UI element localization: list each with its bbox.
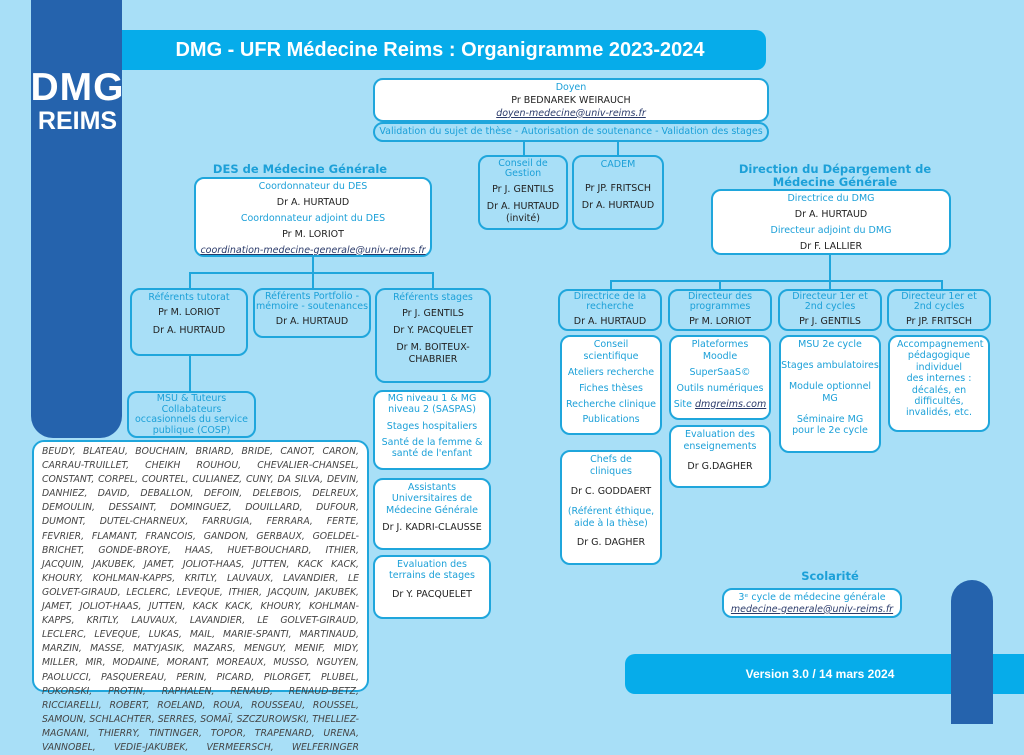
connector [610, 280, 612, 289]
directrice-recherche-label: Directrice de la recherche [573, 291, 647, 312]
referent-name: Pr M. LORIOT [158, 306, 220, 318]
conseil-gestion-name: Dr A. HURTAUD [486, 200, 560, 212]
mission-item: Conseil scientifique [583, 339, 639, 362]
eval-enseignements-label: Evaluation des enseignements [683, 429, 757, 452]
eval-terrains-label: Evaluation des terrains de stages [389, 559, 475, 582]
connector [189, 356, 191, 391]
conseil-gestion-box [478, 155, 568, 230]
eval-enseignements-box [669, 425, 771, 488]
programmes-missions-box [669, 335, 771, 420]
mission-item: Ateliers recherche [567, 366, 655, 378]
doyen-box [373, 78, 769, 122]
referents-stages-label: Référents stages [393, 292, 473, 303]
conseil-gestion-name: Pr J. GENTILS [492, 184, 554, 195]
chefs-cliniques-box [560, 450, 662, 565]
mission-item: Outils numériques [676, 382, 764, 394]
stage-types-box [373, 390, 491, 470]
scolarite-box [722, 588, 902, 618]
connector [432, 272, 434, 288]
des-adj-label: Coordonnateur adjoint du DES [240, 212, 386, 224]
directeur-cycles-name: Pr J. GENTILS [799, 316, 861, 327]
directeur-cycles-label: Directeur 1er et 2nd cycles [792, 291, 868, 312]
connector [829, 255, 831, 281]
assistants-name: Dr J. KADRI-CLAUSSE [382, 522, 482, 534]
conseil-gestion-label: Conseil de Gestion [498, 158, 548, 179]
site-line [671, 399, 769, 411]
scolarite-email-link[interactable]: medecine-generale@univ-reims.fr [730, 603, 894, 615]
mission-item: Recherche clinique [566, 398, 656, 410]
directeur-programmes-name: Pr M. LORIOT [689, 316, 751, 327]
referents-tutorat-box [130, 288, 248, 356]
direction-heading: Direction du Dépargement de Médecine Générale [738, 162, 932, 189]
direction-adj-label: Directeur adjoint du DMG [770, 224, 892, 236]
mission-item: MSU 2e cycle [798, 339, 862, 350]
doyen-name: Pr BEDNAREK WEIRAUCH [511, 94, 631, 106]
msu-tuteurs-label: MSU & Tuteurs Collabateurs occasionnels du service publique (COSP) [134, 393, 249, 436]
des-coord-name: Dr A. HURTAUD [276, 196, 350, 208]
mission-item: Fiches thèses [579, 382, 643, 394]
direction-adj-name: Dr F. LALLIER [799, 240, 863, 252]
msu-tuteurs-box [127, 391, 256, 438]
connector [941, 280, 943, 289]
directeur-cycles-label: Directeur 1er et 2nd cycles [901, 291, 977, 312]
referent-name: Dr Y. PACQUELET [393, 324, 473, 336]
scolarite-label: 3ᵉ cycle de médecine générale [738, 592, 886, 603]
referents-portfolio-box [253, 288, 371, 338]
chefs-cliniques-note: (Référent éthique, aide à la thèse) [567, 505, 655, 529]
connector [312, 272, 314, 288]
referent-name: Pr J. GENTILS [402, 307, 464, 319]
referent-name: Dr A. HURTAUD [152, 324, 226, 336]
doyen-label: Doyen [555, 82, 587, 93]
doyen-missions-text: Validation du sujet de thèse - Autorisation de soutenance - Validation des stages [379, 126, 763, 137]
mission-item: SuperSaaS© [689, 366, 751, 378]
footer-pillar [951, 580, 993, 724]
directeur-cycles-box [887, 289, 991, 331]
mission-item: Plateformes Moodle [691, 339, 749, 362]
referents-stages-box [375, 288, 491, 383]
stage-type: Santé de la femme & santé de l'enfant [381, 436, 483, 459]
cadem-name: Pr JP. FRITSCH [584, 182, 652, 194]
assistants-box [373, 478, 491, 550]
accompagnement-box [888, 335, 990, 432]
cadem-name: Dr A. HURTAUD [581, 199, 655, 211]
site-link[interactable]: dmgreims.com [695, 398, 767, 410]
version-label: Version 3.0 / 14 mars 2024 [745, 667, 895, 681]
directeur-programmes-label: Directeur des programmes [687, 291, 753, 312]
referents-tutorat-label: Référents tutorat [148, 292, 230, 303]
des-email-link[interactable]: coordination-medecine-generale@univ-reims.fr [200, 244, 426, 256]
des-heading: DES de Médecine Générale [212, 162, 388, 176]
direction-box [711, 189, 951, 255]
stage-type: MG niveau 1 & MG niveau 2 (SASPAS) [387, 393, 477, 415]
eval-enseignements-name: Dr G.DAGHER [687, 460, 753, 472]
des-coord-label: Coordonnateur du DES [258, 181, 368, 192]
mission-item: des internes : décalés, en difficultés, invalidés, etc. [905, 373, 973, 419]
eval-terrains-name: Dr Y. PACQUELET [392, 588, 472, 600]
connector [829, 280, 831, 289]
directeur-cycles-box [778, 289, 882, 331]
referents-portfolio-label: Référents Portfolio - mémoire - soutenances [255, 291, 369, 312]
direction-dir-name: Dr A. HURTAUD [794, 208, 868, 220]
referent-name: Dr M. BOITEUX-CHABRIER [396, 341, 470, 365]
chefs-cliniques-name: Dr C. GODDAERT [570, 485, 652, 497]
directrice-recherche-name: Dr A. HURTAUD [573, 316, 647, 327]
connector [610, 280, 943, 282]
logo-dmg: DMG [30, 66, 125, 109]
doyen-email-link[interactable]: doyen-medecine@univ-reims.fr [496, 107, 646, 119]
connector [312, 257, 314, 272]
connector [189, 272, 191, 288]
mission-item: Publications [582, 414, 640, 426]
page-title: DMG - UFR Médecine Reims : Organigramme 2023-2024 [175, 39, 705, 61]
referent-name: Dr A. HURTAUD [275, 316, 349, 327]
mission-item: Module optionnel MG [788, 380, 872, 404]
directrice-recherche-box [558, 289, 662, 331]
conseil-gestion-note: (invité) [506, 212, 540, 224]
direction-dir-label: Directrice du DMG [787, 193, 875, 204]
tutors-list: BEUDY, BLATEAU, BOUCHAIN, BRIARD, BRIDE, CANOT, CARON, CARRAU-TRUILLET, CHEIKH ROUHOU, CHEVALIER-CHANSEL, CONSTANT, CORPEL, COURTEL, CULIANEZ, CUNY, DA SILVA, DEVIN, DANHIEZ, DAVID, DEBALLON, DEFOIN, DELEBOIS, DELREUX, DEMOULIN, DESSAINT, DOMINGUEZ, DOUILLARD, DUFOUR, DUMONT, DUTEL-CHARNEUX, FARRUGIA, FERRARA, FERTE, FEVRIER, FLAMANT, FRANCOIS, GANDON, GERBAUX, GOELDEL-BRICHET, GONDE-BROYE, HAAS, HUET-BOUCHARD, ITHIER, JACQUIN, JAKUBEK, JAMET, JOLIOT-HAAS, JUTTEN, KACK KACK, KHOURY, KOHLMAN-KAPPS, KRITLY, LAUVAUX, LAVANDIER, LE GOLVET-GIRAUD, LECLERC, LEVEQUE, ITHIER, JACQUIN, JAKUBEK, JAMET, JOLIOT-HAAS, JUTTEN, KACK KACK, KHOURY, KOHLMAN-KAPPS, KRITLY, LAUVAUX, LAVANDIER, LE GOLVET-GIRAUD, LECLERC, LEVEQUE, LUKAS, MAIL, MARIE-SPANTI, MARTINAUD, MARZIN, MASSE, MATYJASIK, MAZARS, MENGUY, MENIF, MIDY, MILLER, MIR, MODAINE, MORANT, MOREAUX, MUSSO, NGUYEN, PAOLUCCI, PASQUEREAU, PERIN, PICARD, PILORGET, PLUBEL, POKORSKI, PROTIN, RAPHALEN, RENAUD, RENAUD-BETZ, RICCIARELLI, ROBERT, ROELAND, ROUA, ROUSSEAU, ROUSSEL, SAMOUN, SCHLACHTER, SERRES, SOMAÏ, SZCZUROWSKI, THELLIEZ-MAGNANI, THIERRY, TINTINGER, TOPOR, TRAPENARD, URENA, VANNOBEL, VEDIE-JAKUBEK, VERMEERSCH, WELFERINGER [32, 440, 369, 692]
directeur-programmes-box [668, 289, 772, 331]
cadem-label: CADEM [600, 159, 636, 170]
directeur-cycles-name: Pr JP. FRITSCH [905, 316, 973, 327]
doyen-missions [373, 122, 769, 142]
mission-item: Stages ambulatoires [781, 359, 879, 371]
cadem-box [572, 155, 664, 230]
connector [719, 280, 721, 289]
connector [523, 142, 525, 155]
des-coordination-box [194, 177, 432, 257]
mission-item: Séminaire MG pour le 2e cycle [792, 413, 868, 437]
chefs-cliniques-label: Chefs de cliniques [589, 454, 632, 477]
site-prefix: Site [673, 398, 692, 410]
stage-type: Stages hospitaliers [386, 420, 478, 432]
eval-terrains-box [373, 555, 491, 619]
des-adj-name: Pr M. LORIOT [282, 228, 344, 240]
mission-item: Accompagnement pédagogique individuel [897, 339, 984, 373]
scolarite-heading: Scolarité [801, 569, 859, 583]
assistants-label: Assistants Universitaires de Médecine Générale [386, 482, 478, 516]
cycles-missions-box [779, 335, 881, 453]
chefs-cliniques-name: Dr G. DAGHER [576, 537, 646, 549]
recherche-missions-box [560, 335, 662, 435]
connector [617, 142, 619, 155]
logo-reims: REIMS [37, 107, 118, 135]
